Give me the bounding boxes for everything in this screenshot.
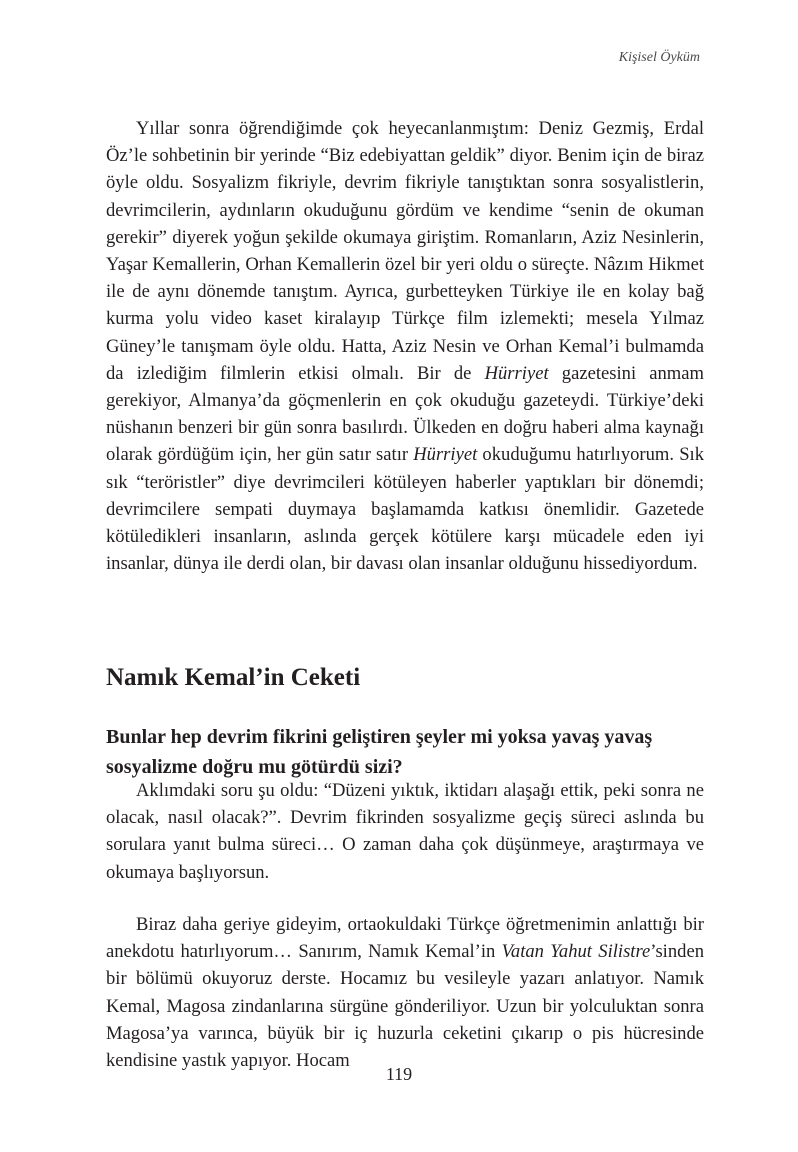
body-paragraph-2: Aklımdaki soru şu oldu: “Düzeni yıktık, iktidarı alaşağı ettik, peki sonra ne olacak, nasıl olacak?”. Devrim fikrinden sosyalizme geçiş süreci aslında bu sorulara yanıt bulma süreci… O zaman daha çok düşünmeye, araştırmaya ve okumaya başlıyorsun. [106, 780, 704, 883]
paragraph-1-text-c: okuduğumu hatırlıyorum. Sık sık “teröristler” diye devrimcileri kötüleyen haberler yaptıkları bir dönemdi; devrimcilere sempati duymaya başlamamda katkısı önemlidir. Gazetede kötüledikleri insanların, aslında gerçek kötülere karşı mücadele eden iyi insanlar, dünya ile derdi olan, bir davası olan insanlar olduğunu hissediyordum. [106, 444, 704, 575]
page-number: 119 [385, 1064, 413, 1084]
body-paragraph-3 [106, 911, 704, 1074]
newspaper-title-2: Hürriyet [413, 444, 478, 466]
section-heading: Namık Kemal’in Ceketi [106, 664, 361, 691]
paragraph-1-text-a: Yıllar sonra öğrendiğimde çok heyecanlanmıştım: Deniz Gezmiş, Erdal Öz’le sohbetinin bir yerinde “Biz edebiyattan geldik” diyor. Benim için de biraz öyle oldu. Sosyalizm fikriyle, devrim fikriyle tanıştıktan sonra sosyalistlerin, devrimcilerin, aydınların okuduğunu gördüm ve kendime “senin de okuman gerekir” diyerek yoğun şekilde okumaya giriştim. Romanların, Aziz Nesinlerin, Yaşar Kemallerin, Orhan Kemallerin özel bir yeri oldu o süreçte. Nâzım Hikmet ile de aynı dönemde tanıştım. Ayrıca, gurbetteyken Türkiye ile en kolay bağ kurma yolu video kaset kiralayıp Türkçe film izlemekti; mesela Yılmaz Güney’le tanışmam öyle oldu. Hatta, Aziz Nesin ve Orhan Kemal’i bulmamda da izlediğim filmlerin etkisi olmalı. Bir de [106, 118, 704, 384]
book-title: Vatan Yahut Silistre [501, 941, 651, 963]
running-header: Kişisel Öyküm [618, 50, 700, 65]
body-paragraph-1 [106, 115, 704, 577]
paragraph-1-text-b: gazetesini anmam gerekiyor, Almanya’da göçmenlerin en çok okuduğu gazeteydi. Türkiye’deki nüshanın benzeri bir gün sonra basılırdı. Ülkeden en doğru haberi alma kaynağı olarak gördüğüm için, her gün satır satır [106, 362, 704, 466]
paragraph-3-text-b: ’sinden bir bölümü okuyoruz derste. Hocamız bu vesileyle yazarı anlatıyor. Namık Kemal, Magosa zindanlarına sürgüne gönderiliyor. Uzun bir yolculuktan sonra Magosa’ya varınca, büyük bir iç huzurla ceketini çıkarıp o pis hücresinde kendisine yastık yapıyor. Hocam [106, 941, 704, 1072]
interview-question: Bunlar hep devrim fikrini geliştiren şeyler mi yoksa yavaş yavaş sosyalizme doğru mu götürdü sizi? [106, 726, 653, 778]
paragraph-3-text-a: Biraz daha geriye gideyim, ortaokuldaki Türkçe öğretmenimin anlattığı bir anekdotu hatırlıyorum… Sanırım, Namık Kemal’in [106, 914, 704, 963]
newspaper-title-1: Hürriyet [484, 362, 549, 384]
